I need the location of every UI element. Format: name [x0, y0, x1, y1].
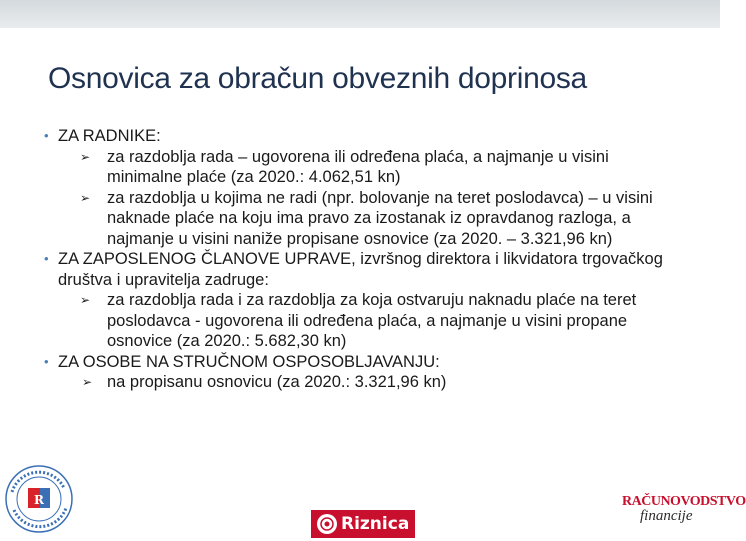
bullet-icon: •	[44, 251, 49, 266]
riznica-logo	[311, 510, 415, 538]
arrow-bullet-icon: ➢	[80, 149, 91, 164]
list-item	[0, 290, 680, 352]
section-heading-text: ZA OSOBE NA STRUČNOM OSPOSOBLJAVANJU:	[58, 352, 440, 371]
arrow-bullet-icon: ➢	[80, 293, 91, 307]
riznica-logo-text: Riznica	[341, 514, 410, 534]
svg-text:R: R	[34, 493, 44, 507]
logo-bottom-text: financije	[640, 508, 693, 524]
section-heading-text: ZA ZAPOSLENOG ČLANOVE UPRAVE, izvršnog direktora i likvidatora trgovačkog društva i upravitelja zadruge:	[58, 250, 663, 289]
association-seal-logo	[4, 462, 74, 536]
section-heading-radnike	[0, 126, 680, 147]
list-item-text: za razdoblja rada i za razdoblja za koja ostvaruju naknadu plaće na teret poslodavca - ugovorena ili određena plaća, a najmanje u visini propane osnovice (za 2020.: 5.682,30 kn)	[107, 291, 637, 350]
list-item	[0, 147, 680, 188]
slide-title: Osnovica za obračun obveznih doprinosa	[48, 62, 587, 95]
section-heading-text: ZA RADNIKE:	[58, 127, 161, 145]
bullet-icon: •	[44, 353, 49, 369]
list-item	[0, 188, 680, 250]
list-item-text: za razdoblja u kojima ne radi (npr. bolovanje na teret poslodavca) – u visini naknade plaće na koju ima pravo za izostanak iz opravdanog razloga, a najmanje u visini naniže propisane osnovice (za 2020. – 3.321,96 kn)	[107, 188, 653, 248]
list-item-text: za razdoblja rada – ugovorena ili određena plaća, a najmanje u visini minimalne plaće (za 2020.: 4.062,51 kn)	[107, 147, 609, 186]
riznica-emblem-icon	[317, 514, 337, 534]
slide-content	[0, 126, 720, 393]
logo-top-text: RAČUNOVODSTVO	[622, 494, 746, 509]
list-item-text: na propisanu osnovicu (za 2020.: 3.321,96 kn)	[107, 373, 447, 391]
section-heading-uprava	[0, 249, 680, 290]
arrow-bullet-icon: ➢	[82, 375, 93, 389]
top-band	[0, 0, 720, 28]
bullet-icon: •	[44, 128, 49, 143]
list-item	[0, 372, 680, 393]
arrow-bullet-icon: ➢	[80, 190, 91, 205]
racunovodstvo-financije-logo	[622, 494, 746, 538]
section-heading-osposobljavanje	[0, 352, 680, 373]
